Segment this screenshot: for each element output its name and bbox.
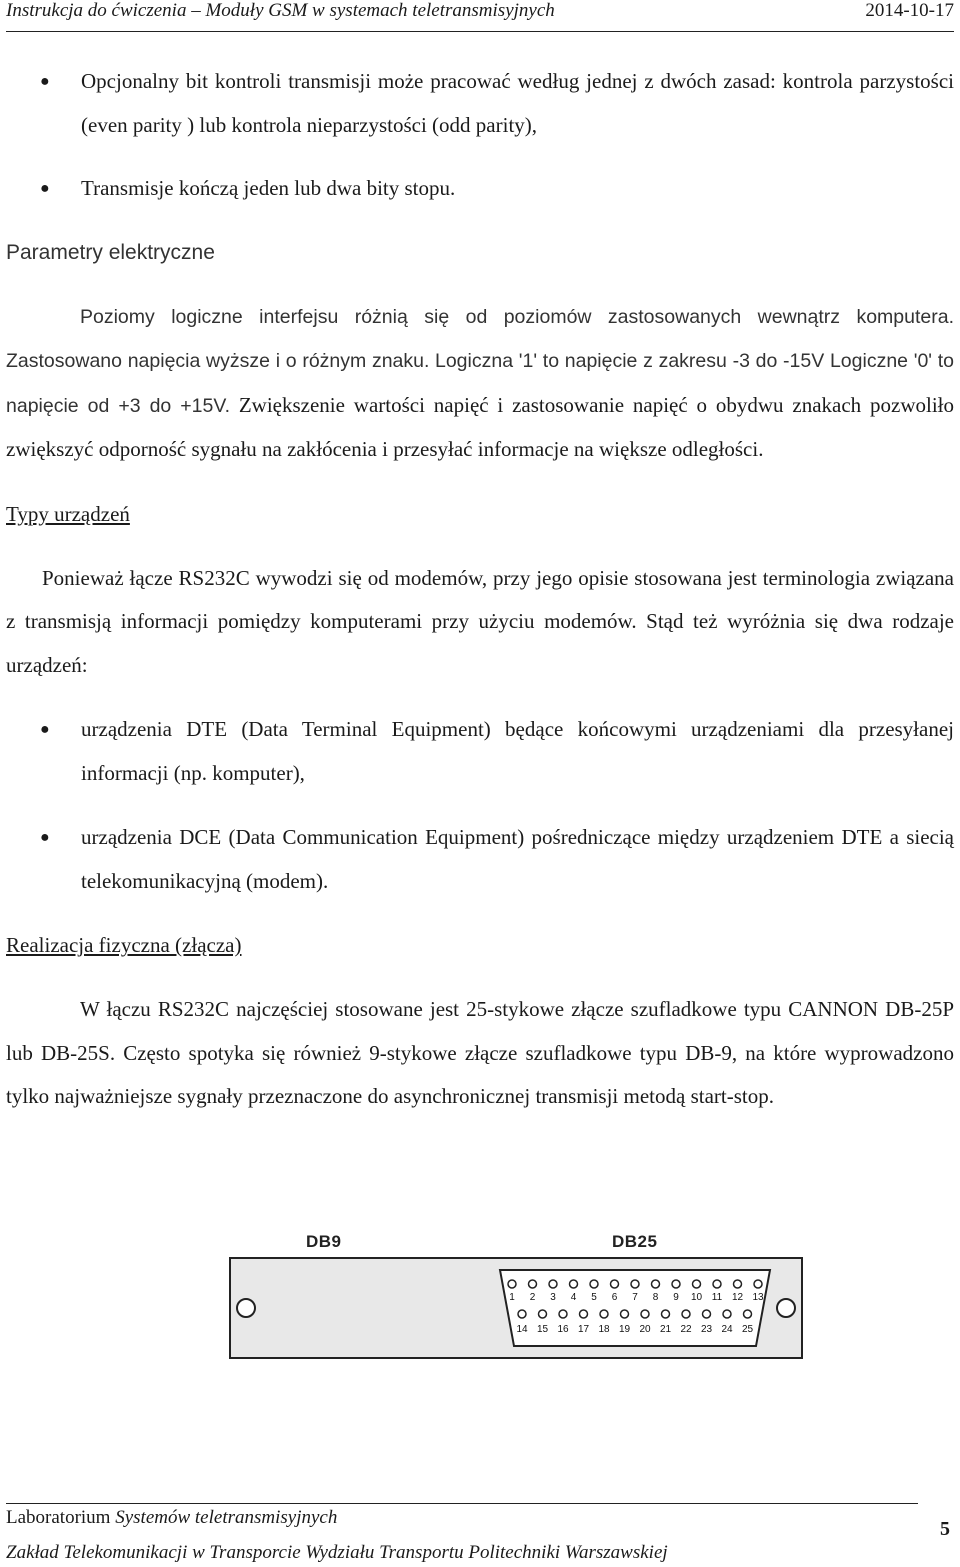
list-item: ● Transmisje kończą jeden lub dwa bity stopu. xyxy=(6,167,954,211)
screw-hole-icon xyxy=(777,1299,795,1317)
pin-hole-icon xyxy=(590,1280,598,1288)
physical-paragraph: W łączu RS232C najczęściej stosowane jest 25-stykowe złącze szufladkowe typu CANNON DB-25P lub DB-25S. Często spotyka się również 9-stykowe złącze szufladkowe typu DB-9, na które wyprowadzono tylko najważniejsze sygnały przeznaczone do asynchronicznej transmisji metodą start-stop. xyxy=(6,997,954,1108)
pin-hole-icon xyxy=(662,1310,670,1318)
pin-number-label: 2 xyxy=(529,1292,536,1303)
bullet-icon: ● xyxy=(40,73,50,90)
pin-hole-icon xyxy=(723,1310,731,1318)
pin-hole-icon xyxy=(539,1310,547,1318)
header-title: Instrukcja do ćwiczenia – Moduły GSM w systemach teletransmisyjnych xyxy=(6,0,555,21)
pin-number-label: 6 xyxy=(611,1292,618,1303)
list-item: ● Opcjonalny bit kontroli transmisji może pracować według jednej z dwóch zasad: kontrola parzystości (even parity ) lub kontrola nieparzystości (odd parity), xyxy=(6,60,954,147)
pin-number-label: 17 xyxy=(577,1324,590,1335)
page-content xyxy=(6,60,954,1119)
devices-paragraph: Ponieważ łącze RS232C wywodzi się od modemów, przy jego opisie stosowana jest terminologia związana z transmisją informacji pomiędzy komputerami przy użyciu modemów. Stąd też wyróżnia się dwa rodzaje urządzeń: xyxy=(6,565,954,677)
bullet-icon: ● xyxy=(40,180,50,197)
pin-hole-icon xyxy=(744,1310,752,1318)
pin-hole-icon xyxy=(652,1280,660,1288)
header-date: 2014-10-17 xyxy=(865,0,954,21)
pin-number-label: 13 xyxy=(752,1292,764,1303)
pin-number-label: 7 xyxy=(632,1292,638,1303)
pin-hole-icon xyxy=(559,1310,567,1318)
screw-hole-icon xyxy=(237,1299,255,1317)
pin-number-label: 11 xyxy=(711,1292,723,1303)
header-rule xyxy=(6,31,954,32)
page-number: 5 xyxy=(940,1518,950,1540)
pin-number-label: 15 xyxy=(536,1324,549,1335)
pin-hole-icon xyxy=(631,1280,639,1288)
pin-number-label: 10 xyxy=(690,1292,703,1303)
pin-number-label: 25 xyxy=(741,1324,754,1335)
pin-hole-icon xyxy=(682,1310,690,1318)
connector-figure xyxy=(0,1232,960,1362)
pin-hole-icon xyxy=(693,1280,701,1288)
pin-hole-icon xyxy=(713,1280,721,1288)
pin-number-label: 5 xyxy=(591,1292,597,1303)
pin-number-label: 19 xyxy=(618,1324,631,1335)
list-item: ● urządzenia DTE (Data Terminal Equipment) będące końcowymi urządzeniami dla przesyłanej informacji (np. komputer), xyxy=(6,708,954,795)
pin-hole-icon xyxy=(621,1310,629,1318)
pin-number-label: 20 xyxy=(639,1324,651,1335)
pin-hole-icon xyxy=(703,1310,711,1318)
pin-number-label: 12 xyxy=(731,1292,744,1303)
pin-number-label: 4 xyxy=(570,1292,577,1303)
pin-hole-icon xyxy=(641,1310,649,1318)
pin-hole-icon xyxy=(518,1310,526,1318)
pin-hole-icon xyxy=(508,1280,516,1288)
section-heading-electrical: Parametry elektryczne xyxy=(6,240,215,264)
pin-hole-icon xyxy=(580,1310,588,1318)
electrical-paragraph: Poziomy logiczne interfejsu różnią się od poziomów zastosowanych wewnątrz komputera. Zastosowano napięcia wyższe i o różnym znaku. Logiczna '1' to napięcie z zakresu -3 do -15V Logiczne '0' to napięcie od +3 do +15V. Zwiększenie wartości napięć i zastosowanie napięć o obydwu znakach pozwoliło zwiększyć odporność sygnału na zakłócenia i przesyłać informacje na większe odległości. xyxy=(6,305,955,461)
pin-number-label: 23 xyxy=(700,1324,713,1335)
pin-number-label: 9 xyxy=(673,1292,679,1303)
bullet-icon: ● xyxy=(40,721,50,738)
pin-number-label: 1 xyxy=(509,1292,515,1303)
device-type-list xyxy=(6,708,954,903)
pin-number-label: 18 xyxy=(598,1324,610,1335)
pin-number-label: 3 xyxy=(550,1292,556,1303)
pin-hole-icon xyxy=(600,1310,608,1318)
pin-hole-icon xyxy=(529,1280,537,1288)
db25-connector-diagram xyxy=(228,1254,804,1364)
pin-hole-icon xyxy=(611,1280,619,1288)
pin-number-label: 14 xyxy=(516,1324,528,1335)
pin-hole-icon xyxy=(672,1280,680,1288)
bullet-icon: ● xyxy=(40,829,50,846)
pin-hole-icon xyxy=(570,1280,578,1288)
pin-hole-icon xyxy=(549,1280,557,1288)
pin-hole-icon xyxy=(754,1280,762,1288)
page-header xyxy=(6,0,954,30)
pin-number-label: 24 xyxy=(721,1324,733,1335)
top-bullet-list xyxy=(6,60,954,211)
pin-hole-icon xyxy=(734,1280,742,1288)
footer-lab-name: Laboratorium Systemów teletransmisyjnych xyxy=(6,1507,338,1528)
pin-number-label: 8 xyxy=(652,1292,659,1303)
list-item: ● urządzenia DCE (Data Communication Equipment) pośredniczące między urządzeniem DTE a siecią telekomunikacyjną (modem). xyxy=(6,816,954,903)
pin-number-label: 22 xyxy=(680,1324,692,1335)
db25-label: DB25 xyxy=(612,1232,658,1251)
section-heading-devices: Typy urządzeń xyxy=(6,501,130,526)
footer-rule xyxy=(6,1503,918,1504)
footer-institution: Zakład Telekomunikacji w Transporcie Wydziału Transportu Politechniki Warszawskiej xyxy=(6,1542,668,1563)
pin-number-label: 21 xyxy=(659,1324,672,1335)
pin-number-label: 16 xyxy=(557,1324,569,1335)
db9-label: DB9 xyxy=(306,1232,342,1251)
section-heading-physical: Realizacja fizyczna (złącza) xyxy=(6,933,242,957)
